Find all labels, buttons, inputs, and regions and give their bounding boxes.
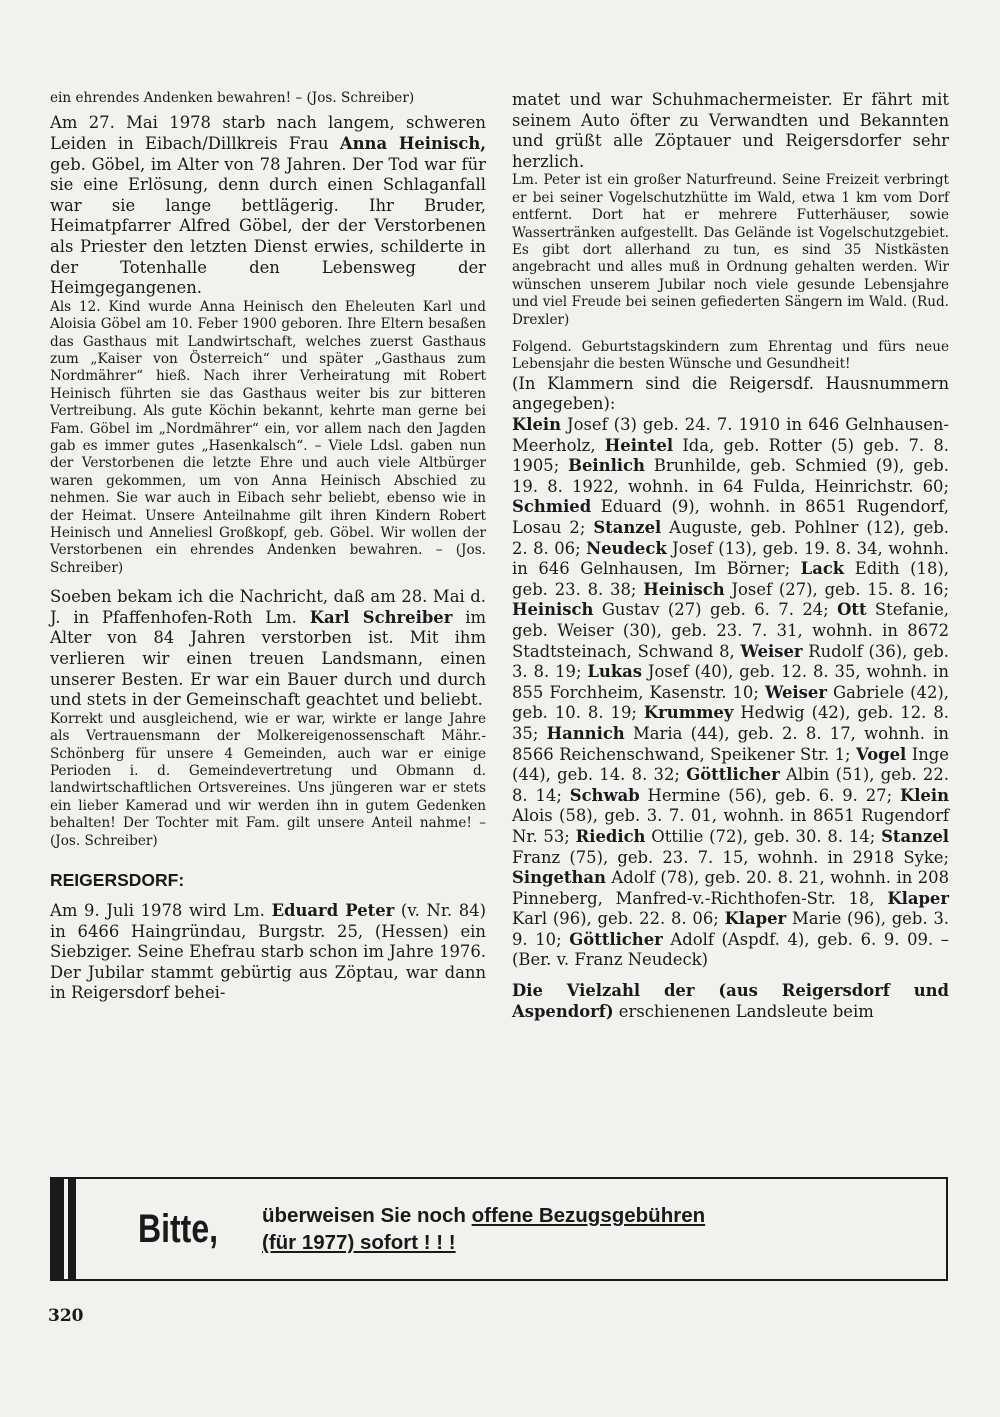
birthday-details: Adolf (Aspdf. 4), geb. 6. 9. 09. – (Ber. v. Franz Neudeck) — [512, 929, 949, 970]
birthday-details: Hedwig (42), geb. 12. 8. 35; — [512, 703, 949, 743]
birthday-name: Lukas — [587, 662, 643, 682]
birthday-name: Singethan — [512, 868, 606, 888]
birthday-details: Inge (44), geb. 14. 8. 32; — [512, 744, 949, 785]
birthday-name: Ott — [837, 600, 867, 620]
name-eduard-peter: Eduard Peter — [271, 901, 395, 921]
birthday-name: Göttlicher — [569, 929, 663, 949]
birthday-name: Beinlich — [568, 456, 645, 476]
birthday-name: Schmied — [512, 497, 592, 517]
birthday-eduard-peter: Am 9. Juli 1978 wird Lm. Eduard Peter (v. Nr. 84) in 6466 Haingründau, Burgstr. 25, (Hessen) ein Siebziger. Seine Ehefrau starb schon im Jahre 1976. Der Jubilar stammt gebürtig aus Zöptau, war dann in Reigersdorf behei- — [50, 901, 487, 1003]
banner-bar — [50, 1179, 64, 1279]
birthday-name: Riedich — [575, 826, 646, 846]
birthday-details: Josef (27), geb. 15. 8. 16; — [724, 579, 949, 599]
birthday-name: Lack — [800, 559, 845, 579]
payment-reminder-banner — [50, 1177, 948, 1281]
birthday-list — [512, 415, 949, 971]
birthday-name: Göttlicher — [686, 765, 780, 785]
banner-word: Bitte, — [138, 1206, 218, 1251]
birthday-details: Ottilie (72), geb. 30. 8. 14; — [645, 826, 882, 846]
birthday-name: Weiser — [740, 641, 803, 661]
banner-bar-thin — [68, 1179, 76, 1279]
paragraph-closing: ein ehrendes Andenken bewahren! – (Jos. Schreiber) — [50, 90, 415, 106]
birthday-name: Heintel — [604, 435, 674, 455]
birthday-name: Stanzel — [593, 518, 662, 537]
name-karl-schreiber: Karl Schreiber — [309, 607, 453, 627]
birthday-details: Maria (44), geb. 2. 8. 17, wohnh. in 8566 Reichenschwand, Speikener Str. 1; — [512, 723, 949, 764]
birthday-details: Rudolf (36), geb. 3. 8. 19; — [512, 641, 950, 682]
birthday-details: Hermine (56), geb. 6. 9. 27; — [639, 785, 900, 805]
obituary-karl-schreiber: Soeben bekam ich die Nachricht, daß am 28. Mai d. J. in Pfaffenhofen-Roth Lm. Karl Schreiber im Alter von 84 Jahren verstorben ist. Mit ihm verlieren wir einen treuen Landsmann, einen unserer Besten. Er war ein Bauer durch und durch und stets in der Gemeinschaft geachtet und beliebt. — [50, 587, 486, 710]
paragraph-continuation: matet und war Schuhmachermeister. Er fährt mit seinem Auto öfter zu Verwandten und Bekannten und grüßt alle Zöptauer und Reigersdorfer sehr herzlich. — [512, 90, 949, 171]
birthday-name: Klein — [899, 785, 949, 805]
section-heading-reigersdorf: REIGERSDORF: — [50, 870, 185, 891]
birthday-details: Gustav (27) geb. 6. 7. 24; — [593, 600, 838, 620]
birthday-details: Stefanie, geb. Weiser (30), geb. 23. 7. 31, wohnh. in 8672 Stadtsteinach, Schwand 8, — [512, 600, 949, 661]
name-anna-heinisch: Anna Heinisch, — [339, 134, 487, 153]
birthday-details: Ida, geb. Rotter (5) geb. 7. 8. 1905; — [512, 435, 949, 476]
birthday-details: Edith (18), geb. 23. 8. 38; — [512, 559, 949, 599]
birthday-name: Stanzel — [881, 826, 950, 846]
birthday-name: Heinisch — [643, 579, 725, 599]
right-column — [512, 90, 949, 1022]
paragraph-birthday-wishes: Folgend. Geburtstagskindern zum Ehrentag und fürs neue Lebensjahr die besten Wünsche und Gesundheit! — [512, 339, 949, 373]
page-number: 320 — [48, 1306, 84, 1326]
birthday-details: Karl (96), geb. 22. 8. 06; — [512, 909, 725, 929]
birthday-details: Josef (13), geb. 19. 8. 34, wohnh. in 646 Gelnhausen, Im Börner; — [512, 538, 949, 579]
birthday-name: Hannich — [546, 723, 625, 743]
birthday-details: Gabriele (42), geb. 10. 8. 19; — [512, 682, 949, 723]
birthday-details: Josef (40), geb. 12. 8. 35, wohnh. in 855 Forchheim, Kasenstr. 10; — [512, 662, 949, 702]
birthday-name: Weiser — [764, 682, 827, 702]
obituary-karl-schreiber-detail: Korrekt und ausgleichend, wie er war, wirkte er lange Jahre als Vertrauensmann der Molkereigenossenschaft Mähr.-Schönberg für unsere 4 Gemeinden, auch war er einige Perioden i. d. Gemeindevertretung und Obmann d. landwirtschaftlichen Ortsvereines. Uns jüngeren war er stets ein lieber Kamerad und wir werden ihn in gutem Gedenken behalten! Der Tochter mit Fam. gilt unsere Anteil nahme! – (Jos. Schreiber) — [50, 710, 486, 849]
birthday-name: Klein — [512, 415, 562, 435]
birthday-details: Brunhilde, geb. Schmied (9), geb. 19. 8. 1922, wohnh. in 64 Fulda, Heinrichstr. 60; — [512, 456, 949, 496]
obituary-anna-heinisch-detail: Als 12. Kind wurde Anna Heinisch den Eheleuten Karl und Aloisia Göbel am 10. Feber 1900 geboren. Ihre Eltern besaßen das Gasthaus mit Landwirtschaft, welches zuerst Gasthaus zum „Kaiser von Österreich“ und später „Gasthaus zum Nordmährer“ hieß. Nach ihrer Verheiratung mit Robert Heinisch führten sie das Gasthaus weiter bis zur bitteren Vertreibung. Als gute Köchin bekannt, kehrte man gerne bei Fam. Göbel im „Nordmährer“ ein, vor allem nach den Jagden gab es immer gutes „Hasenkalsch“. – Viele Ldsl. gaben nun der Verstorbenen die letzte Ehre und auch viele Altbürger waren gekommen, um von Anna Heinisch Abschied zu nehmen. Sie war auch in Eibach sehr beliebt, ebenso wie in der Heimat. Unsere Anteilnahme gilt ihren Kindern Robert Heinisch und Anneliesl Großkopf, geb. Göbel. Wir wollen der Verstorbenen ein ehrendes Andenken bewahren. – (Jos. Schreiber) — [50, 298, 486, 576]
birthday-name: Klaper — [887, 888, 949, 908]
birthday-details: Auguste, geb. Pohlner (12), geb. 2. 8. 06; — [512, 518, 949, 558]
birthday-details: Alois (58), geb. 3. 7. 01, wohnh. in 8651 Rugendorf Nr. 53; — [512, 806, 949, 846]
birthday-details: Eduard (9), wohnh. in 8651 Rugendorf, Losau 2; — [512, 497, 949, 537]
birthday-name: Krummey — [643, 703, 734, 723]
birthday-name: Vogel — [856, 744, 907, 764]
paragraph-closing-right: Die Vielzahl der (aus Reigersdorf und Aspendorf) erschienenen Landsleute beim — [512, 981, 949, 1021]
birthday-name: Neudeck — [586, 538, 667, 558]
birthday-name: Heinisch — [512, 600, 594, 620]
birthday-details: Adolf (78), geb. 20. 8. 21, wohnh. in 208 Pinneberg, Manfred-v.-Richthofen-Str. 18, — [512, 868, 949, 908]
birthday-details: Franz (75), geb. 23. 7. 15, wohnh. in 2918 Syke; — [512, 847, 949, 867]
birthday-details: Josef (3) geb. 24. 7. 1910 in 646 Gelnhausen-Meerholz, — [512, 415, 949, 455]
paragraph-nature-friend: Lm. Peter ist ein großer Naturfreund. Seine Freizeit verbringt er bei seiner Vogelschutzhütte im Wald, etwa 1 km vom Dorf entfernt. Dort hat er mehrere Futterhäuser, sowie Wassertränken aufgestellt. Das Gelände ist Vogelschutzgebiet. Es gibt dort allerhand zu tun, es sind 35 Nistkästen angebracht und alles muß in Ordnung gehalten werden. Wir wünschen unserem Jubilar noch viele gesunde Lebensjahre und viel Freude bei seinen gefiederten Sängern im Wald. (Rud. Drexler) — [512, 172, 949, 328]
obituary-anna-heinisch: Am 27. Mai 1978 starb nach langem, schweren Leiden in Eibach/Dillkreis Frau Anna Heinisch, geb. Göbel, im Alter von 78 Jahren. Der Tod war für sie eine Erlösung, denn durch einen Schlaganfall war sie lange bettlägerig. Ihr Bruder, Heimatpfarrer Alfred Göbel, der der Verstorbenen als Priester den letzten Dienst erwies, schilderte in der Totenhalle den Lebensweg der Heimgegangenen. — [50, 113, 487, 298]
left-column — [50, 90, 486, 1004]
banner-text: überweisen Sie noch offene Bezugsgebühren (für 1977) sofort ! ! ! — [262, 1204, 706, 1254]
paragraph-house-numbers-note: (In Klammern sind die Reigersdf. Hausnummern angegeben): — [512, 373, 949, 414]
birthday-details: Albin (51), geb. 22. 8. 14; — [512, 765, 950, 805]
birthday-details: Marie (96), geb. 3. 9. 10; — [512, 909, 949, 949]
birthday-name: Klaper — [724, 909, 787, 929]
birthday-name: Schwab — [569, 785, 640, 805]
